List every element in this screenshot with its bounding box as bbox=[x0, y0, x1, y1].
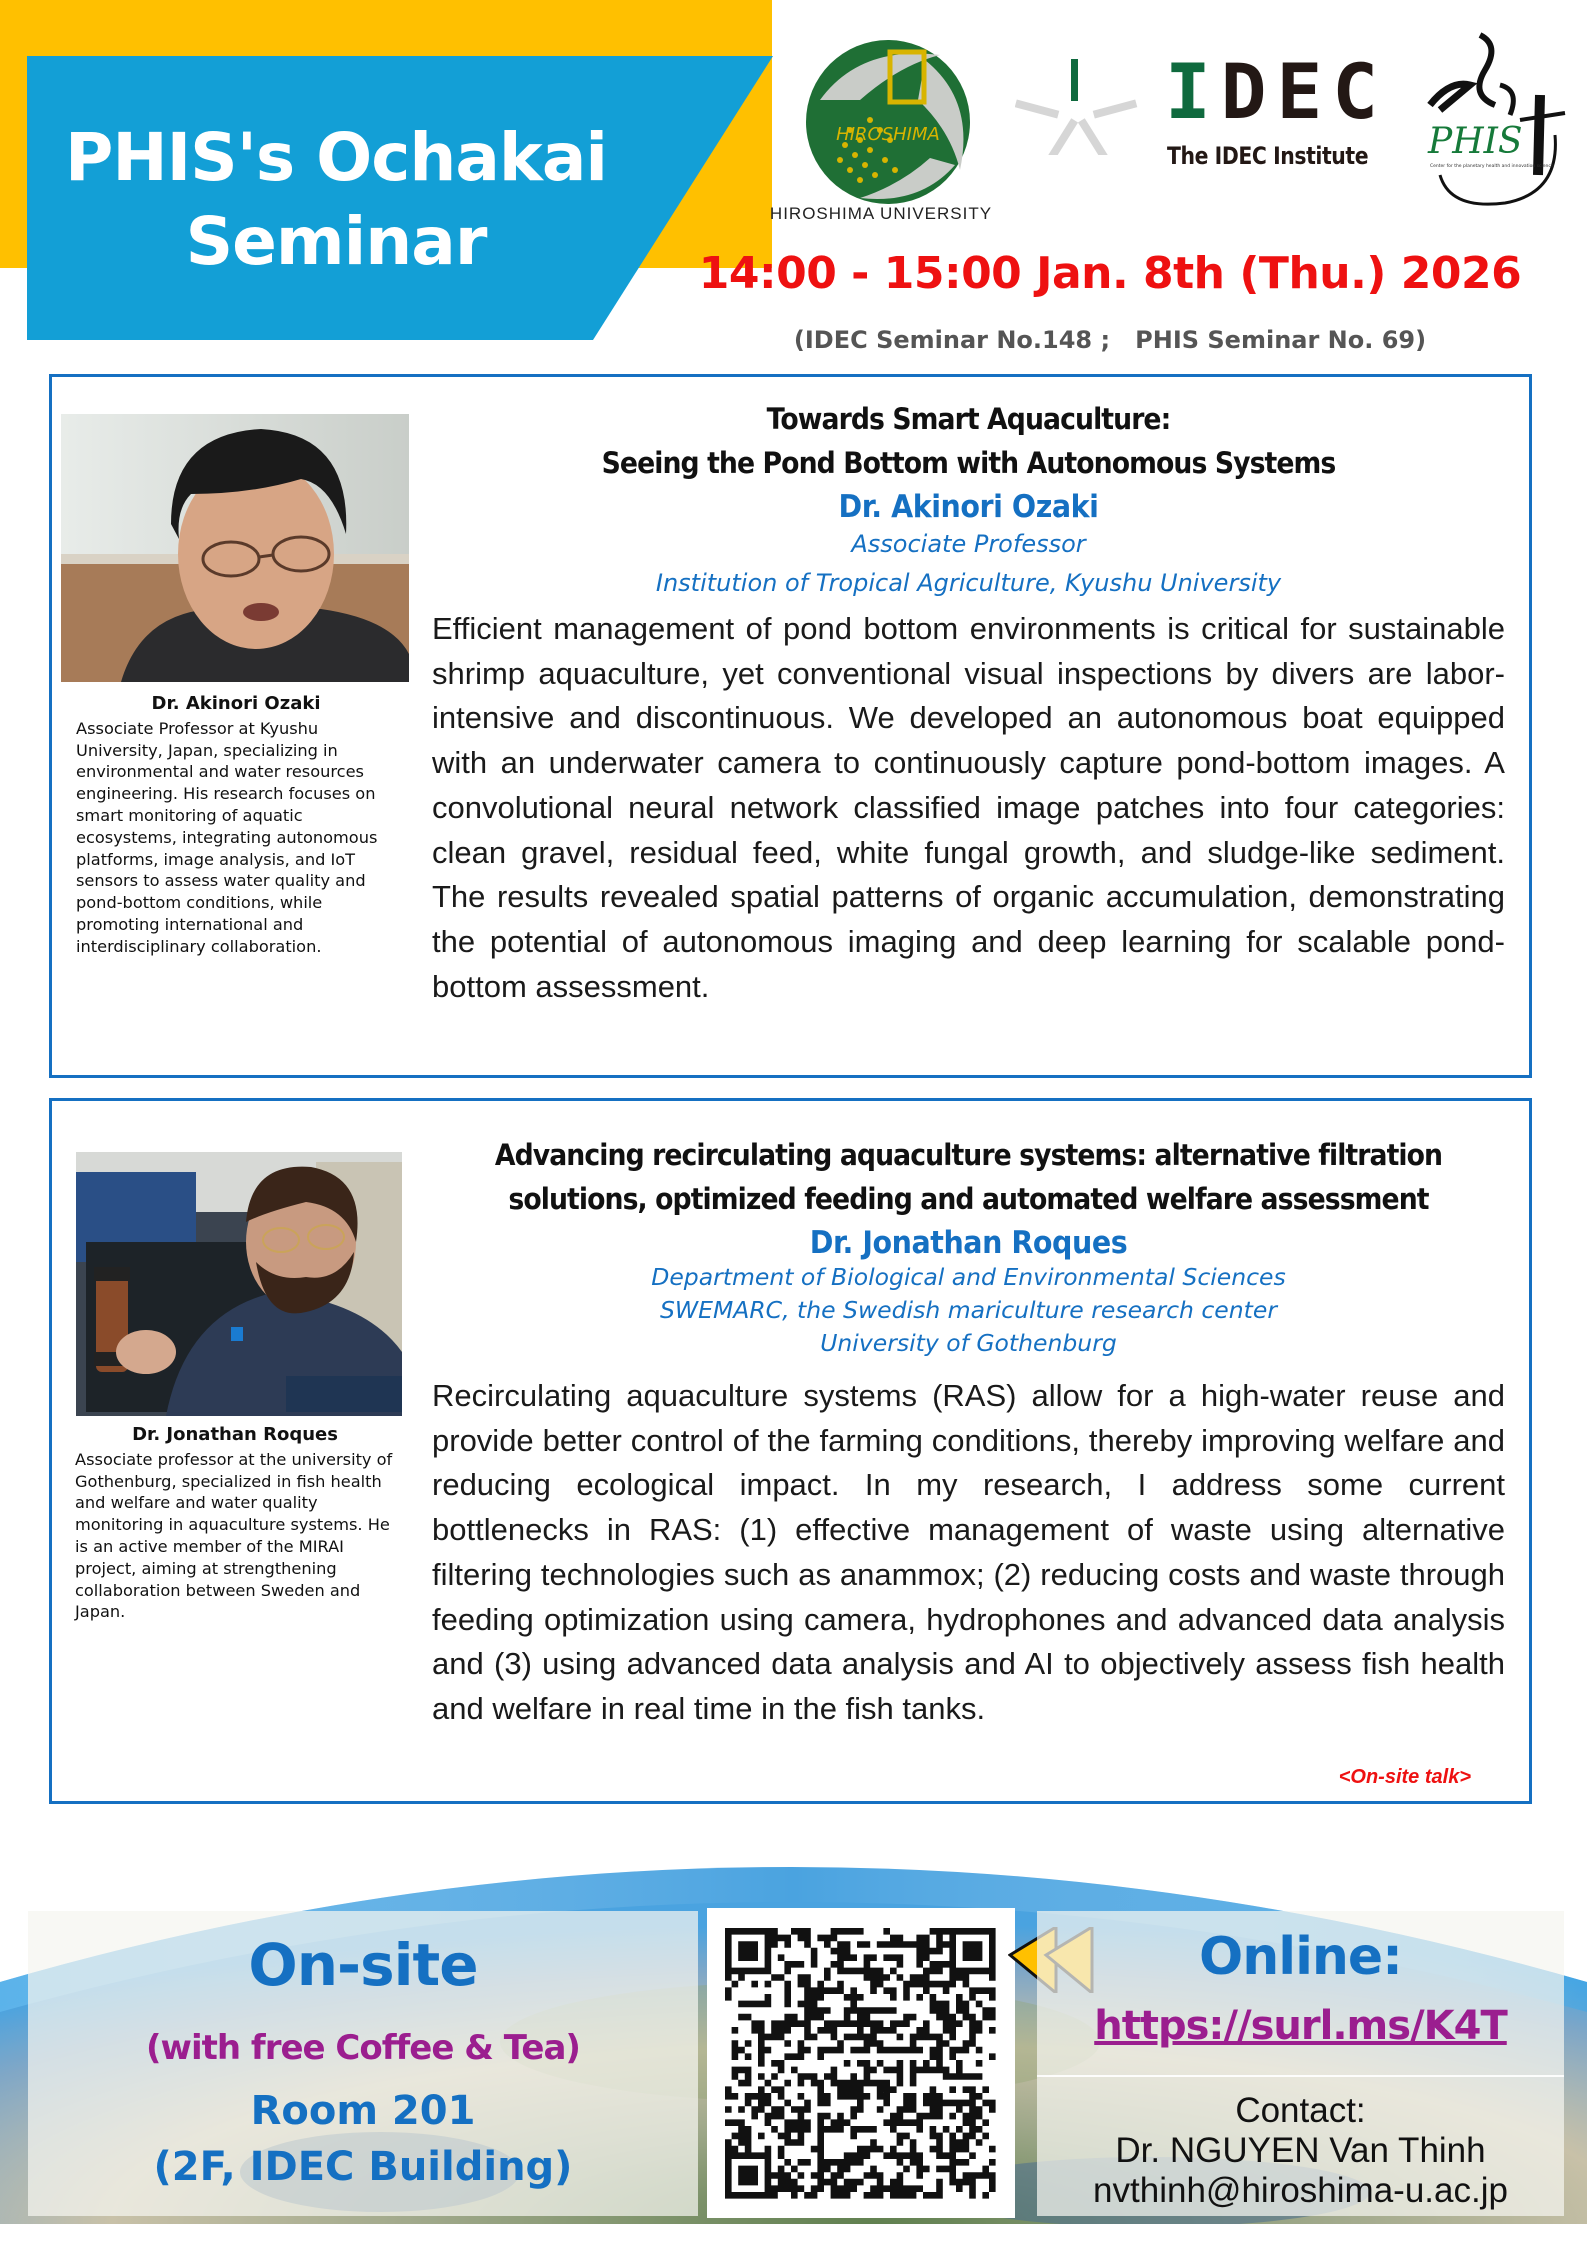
onsite-talk-tag: <On-site talk> bbox=[1338, 1766, 1471, 1788]
idec-star-mark-icon bbox=[1015, 55, 1140, 155]
hiroshima-university-logo bbox=[800, 30, 980, 210]
bio-name-1: Dr. Akinori Ozaki bbox=[151, 693, 321, 714]
speaker-photo-ozaki bbox=[61, 414, 409, 682]
contact-info bbox=[1037, 2091, 1564, 2211]
qr-code-icon[interactable] bbox=[707, 1908, 1015, 2218]
onsite-panel bbox=[28, 1911, 698, 2216]
affiliation-line: Associate Professor bbox=[851, 530, 1086, 558]
talk-title-2 bbox=[475, 1133, 1462, 1221]
speaker-affiliation-2 bbox=[432, 1261, 1505, 1360]
affiliation-line: Institution of Tropical Agriculture, Kyushu University bbox=[655, 569, 1282, 597]
qr-modules bbox=[725, 1928, 996, 2199]
affiliation-line: University of Gothenburg bbox=[820, 1329, 1117, 1357]
talk-title-2-line2: solutions, optimized feeding and automated welfare assessment bbox=[508, 1182, 1429, 1216]
speaker-bio-1 bbox=[76, 693, 396, 958]
speaker-photo-roques bbox=[76, 1152, 402, 1416]
talk-abstract-2: Recirculating aquaculture systems (RAS) allow for a high-water reuse and provide better control of the farming conditions, thereby improving welfare and reducing ecological impact. In my research, I address some current bottlenecks in RAS: (1) effective management of waste using alternative filtering technologies such as anammox; (2) reducing costs and waste through feeding optimization using camera, hydrophones and advanced data analysis and (3) using advanced data analysis and AI to objectively assess fish health and welfare in real time in the fish tanks. bbox=[432, 1378, 1505, 1726]
onsite-room: Room 201 bbox=[250, 2088, 476, 2134]
phis-tagline: Center for the planetary health and innovation science bbox=[1430, 164, 1554, 169]
online-title: Online: bbox=[1199, 1927, 1402, 1987]
qr-code[interactable] bbox=[707, 1908, 1015, 2218]
speaker-name-1: Dr. Akinori Ozaki bbox=[838, 489, 1099, 525]
bio-name-2: Dr. Jonathan Roques bbox=[132, 1424, 338, 1445]
panel-divider bbox=[1037, 2075, 1564, 2077]
affiliation-line: Department of Biological and Environmental Sciences bbox=[651, 1263, 1286, 1291]
talk-title-1-line1: Towards Smart Aquaculture: bbox=[766, 402, 1171, 436]
event-title bbox=[27, 116, 645, 284]
talk-content-2 bbox=[432, 1133, 1505, 1732]
event-title-line1: PHIS's Ochakai bbox=[65, 119, 607, 196]
onsite-perk: (with free Coffee & Tea) bbox=[146, 2028, 580, 2068]
speaker-bio-2 bbox=[75, 1424, 395, 1623]
onsite-title: On-site bbox=[248, 1931, 478, 1999]
online-panel bbox=[1037, 1911, 1564, 2216]
talk-title-1 bbox=[475, 397, 1462, 485]
talk-content-1 bbox=[432, 397, 1505, 1009]
online-meeting-link[interactable]: https://surl.ms/K4T bbox=[1094, 2003, 1507, 2049]
phis-wordmark: PHIS bbox=[1428, 121, 1523, 162]
talk-abstract-1: Efficient management of pond bottom environments is critical for sustainable shrimp aquaculture, yet conventional visual inspections by divers are labor-intensive and discontinuous. We developed an autonomous boat equipped with an underwater camera to continuously capture pond-bottom images. A convolutional neural network classified image patches into four categories: clean gravel, residual feed, white fungal growth, and sludge-like sediment. The results revealed spatial patterns of organic accumulation, demonstrating the potential of autonomous imaging and deep learning for scalable pond-bottom assessment. bbox=[432, 611, 1505, 1004]
hiroshima-emblem-text: HIROSHIMA bbox=[836, 124, 940, 145]
event-datetime: 14:00 - 15:00 Jan. 8th (Thu.) 2026 bbox=[698, 248, 1522, 299]
onsite-location bbox=[28, 2083, 698, 2195]
contact-name: Dr. NGUYEN Van Thinh bbox=[1115, 2131, 1486, 2170]
hiroshima-university-caption: HIROSHIMA UNIVERSITY bbox=[769, 204, 993, 223]
talk-card-2 bbox=[49, 1098, 1532, 1804]
speaker-name-2: Dr. Jonathan Roques bbox=[809, 1225, 1128, 1261]
seminar-numbers: (IDEC Seminar No.148 ; PHIS Seminar No. 69) bbox=[793, 326, 1427, 354]
contact-label: Contact: bbox=[1235, 2091, 1366, 2130]
idec-wordmark: IDEC bbox=[1165, 47, 1389, 136]
event-title-line2: Seminar bbox=[185, 203, 487, 280]
idec-subtitle: The IDEC Institute bbox=[1167, 142, 1369, 170]
hiroshima-emblem-icon bbox=[800, 30, 980, 210]
phis-logo bbox=[1410, 25, 1580, 210]
phis-calligraphy-icon bbox=[1410, 25, 1580, 210]
contact-email[interactable]: nvthinh@hiroshima-u.ac.jp bbox=[1093, 2171, 1508, 2210]
bio-text-2: Associate professor at the university of Gothenburg, specialized in fish health and welfare and water quality monitoring in aquaculture systems. He is an active member of the MIRAI project, aiming at strengthening collaboration between Sweden and Japan. bbox=[75, 1449, 393, 1622]
talk-title-2-line1: Advancing recirculating aquaculture systems: alternative filtration bbox=[494, 1138, 1443, 1172]
affiliation-line: SWEMARC, the Swedish mariculture research center bbox=[659, 1296, 1277, 1324]
onsite-building: (2F, IDEC Building) bbox=[153, 2144, 573, 2190]
talk-title-1-line2: Seeing the Pond Bottom with Autonomous Systems bbox=[601, 446, 1336, 480]
speaker-affiliation-1 bbox=[432, 525, 1505, 603]
bio-text-1: Associate Professor at Kyushu University, Japan, specializing in environmental and water resources engineering. His research focuses on smart monitoring of aquatic ecosystems, integrating autonomous platforms, image analysis, and IoT sensors to assess water quality and pond-bottom conditions, while promoting international and interdisciplinary collaboration. bbox=[76, 718, 378, 956]
talk-card-1 bbox=[49, 374, 1532, 1078]
